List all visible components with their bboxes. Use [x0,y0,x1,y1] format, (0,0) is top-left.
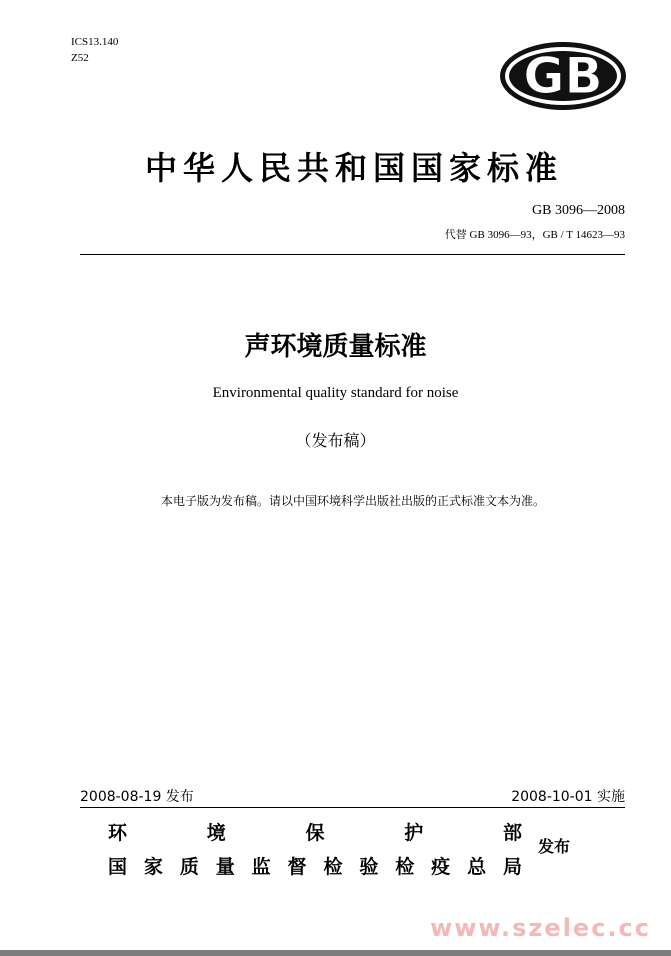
issuer-char: 监 [251,856,271,878]
issuer-char: 环 [108,822,128,844]
replaces-standards: 代替 GB 3096—93，GB / T 14623—93 [444,229,625,241]
ccs-code: Z52 [71,52,89,64]
issuer-char: 局 [502,856,522,878]
bottom-band [0,950,671,956]
document-title-en: Environmental quality standard for noise [212,385,459,401]
document-title-cn: 声环境质量标准 [244,332,427,362]
issuer-char: 境 [206,822,226,844]
gb-logo [498,40,628,112]
issuer-char: 家 [143,856,163,878]
implementation-date: 2008-10-01 实施 [511,789,625,805]
issuer-mep [108,818,522,845]
site-watermark: www.szelec.cc [430,914,651,942]
issuer-char: 验 [359,856,379,878]
issuer-char: 部 [502,822,522,844]
issuer-char: 督 [287,856,307,878]
issuer-aqsiq [108,852,522,879]
issuer-char: 质 [179,856,199,878]
issuer-char: 护 [404,822,424,844]
electronic-version-notice: 本电子版为发布稿。请以中国环境科学出版社出版的正式标准文本为准。 [160,494,545,508]
classification-codes [71,34,118,66]
header-divider [80,254,625,255]
issuer-char: 总 [467,856,487,878]
issuer-char: 量 [215,856,235,878]
standard-code: GB 3096—2008 [532,203,625,218]
issuer-char: 疫 [431,856,451,878]
footer-divider [80,807,625,808]
national-standard-title: 中华人民共和国国家标准 [144,149,563,187]
draft-label: （发布稿） [295,431,376,450]
issue-date: 2008-08-19 发布 [80,789,194,805]
logo-text: GB [523,47,603,105]
ics-code: ICS13.140 [71,36,119,48]
issuer-char: 检 [395,856,415,878]
issuer-char: 国 [108,856,128,878]
issuer-char: 保 [305,822,325,844]
publish-label: 发布 [538,837,571,856]
issuer-char: 检 [323,856,343,878]
